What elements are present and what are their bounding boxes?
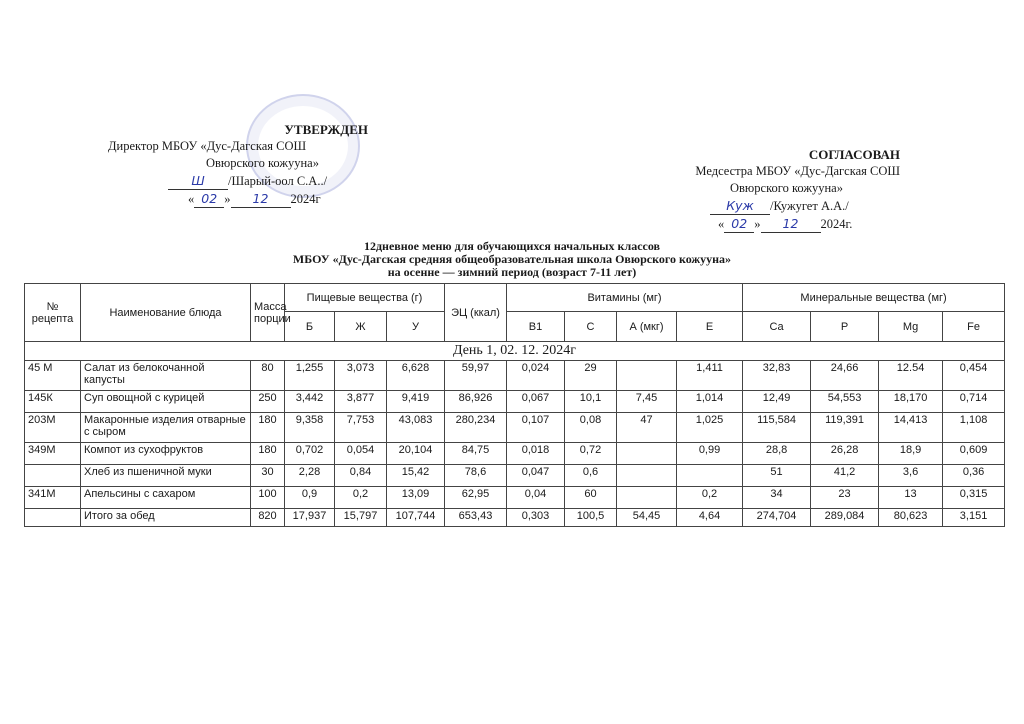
table-cell: 7,45 [617, 391, 677, 413]
dish-name-cell: Хлеб из пшеничной муки [81, 465, 251, 487]
dish-name-cell: Салат из белокочанной капусты [81, 361, 251, 391]
header-ca: Са [743, 312, 811, 342]
table-cell: 30 [251, 465, 285, 487]
table-cell: 115,584 [743, 413, 811, 443]
table-cell: 32,83 [743, 361, 811, 391]
total-row [25, 509, 1005, 527]
table-cell: 29 [565, 361, 617, 391]
table-cell: 0,454 [943, 361, 1005, 391]
table-cell: 62,95 [445, 487, 507, 509]
header-mass: Масса порции [251, 284, 285, 342]
header-minerals: Минеральные вещества (мг) [743, 284, 1005, 312]
table-cell: 1,025 [677, 413, 743, 443]
header-recipe: № рецепта [25, 284, 81, 342]
table-cell [617, 361, 677, 391]
table-cell: 15,797 [335, 509, 387, 527]
table-cell: 23 [811, 487, 879, 509]
table-row [25, 361, 1005, 391]
table-cell: 349М [25, 443, 81, 465]
table-cell: 26,28 [811, 443, 879, 465]
table-cell: 0,08 [565, 413, 617, 443]
table-cell: 18,170 [879, 391, 943, 413]
approve-date-mid: » [224, 192, 231, 206]
table-cell: 0,315 [943, 487, 1005, 509]
table-cell: 820 [251, 509, 285, 527]
table-cell: 145К [25, 391, 81, 413]
table-cell: 34 [743, 487, 811, 509]
table-cell: 24,66 [811, 361, 879, 391]
approve-date-open: « [188, 192, 195, 206]
table-cell: 54,553 [811, 391, 879, 413]
table-cell: 43,083 [387, 413, 445, 443]
table-cell [25, 509, 81, 527]
table-cell: 3,073 [335, 361, 387, 391]
agree-date-mid: » [754, 217, 761, 231]
table-cell: 84,75 [445, 443, 507, 465]
table-cell: 250 [251, 391, 285, 413]
dish-name-cell: Итого за обед [81, 509, 251, 527]
table-cell [617, 443, 677, 465]
table-cell: 0,6 [565, 465, 617, 487]
approve-signer: /Шарый-оол С.А../ [228, 174, 328, 188]
table-cell: 0,054 [335, 443, 387, 465]
table-cell: 0,99 [677, 443, 743, 465]
approve-signature: Ш [168, 172, 228, 190]
table-cell: 100,5 [565, 509, 617, 527]
agree-signer: /Кужугет А.А./ [770, 199, 849, 213]
dish-name-cell: Компот из сухофруктов [81, 443, 251, 465]
header-b: Б [285, 312, 335, 342]
table-row [25, 443, 1005, 465]
table-cell: 180 [251, 413, 285, 443]
table-cell: 0,72 [565, 443, 617, 465]
agree-title: СОГЛАСОВАН [808, 147, 900, 162]
approve-date-year: 2024г [290, 192, 321, 206]
table-cell [677, 465, 743, 487]
table-row [25, 487, 1005, 509]
table-cell: 0,702 [285, 443, 335, 465]
header-vitamins: Витамины (мг) [507, 284, 743, 312]
agree-date [630, 215, 900, 233]
table-cell: 12,49 [743, 391, 811, 413]
table-cell: 107,744 [387, 509, 445, 527]
table-cell: 119,391 [811, 413, 879, 443]
table-cell: 180 [251, 443, 285, 465]
table-cell: 80 [251, 361, 285, 391]
header-energy: ЭЦ (ккал) [445, 284, 507, 342]
title-line1: 12дневное меню для обучающихся начальных классов [363, 239, 661, 253]
agree-date-year: 2024г. [820, 217, 853, 231]
table-cell: 18,9 [879, 443, 943, 465]
table-cell: 0,303 [507, 509, 565, 527]
table-cell: 341М [25, 487, 81, 509]
table-cell: 280,234 [445, 413, 507, 443]
approve-title: УТВЕРЖДЕН [284, 122, 368, 137]
table-cell: 12.54 [879, 361, 943, 391]
dish-name-cell: Апельсины с сахаром [81, 487, 251, 509]
table-cell: 3,6 [879, 465, 943, 487]
header-fe: Fe [943, 312, 1005, 342]
table-cell: 2,28 [285, 465, 335, 487]
table-cell: 3,151 [943, 509, 1005, 527]
header-dish: Наименование блюда [81, 284, 251, 342]
table-cell: 289,084 [811, 509, 879, 527]
agree-block [630, 146, 900, 233]
table-cell: 13,09 [387, 487, 445, 509]
table-cell: 0,36 [943, 465, 1005, 487]
menu-table [24, 283, 1005, 527]
table-cell: 10,1 [565, 391, 617, 413]
table-cell: 59,97 [445, 361, 507, 391]
table-cell: 274,704 [743, 509, 811, 527]
header-u: У [387, 312, 445, 342]
header-a: А (мкг) [617, 312, 677, 342]
table-cell: 45 М [25, 361, 81, 391]
header-p: Р [811, 312, 879, 342]
table-cell: 0,018 [507, 443, 565, 465]
table-cell: 203М [25, 413, 81, 443]
table-cell: 41,2 [811, 465, 879, 487]
table-cell: 0,2 [677, 487, 743, 509]
table-cell: 54,45 [617, 509, 677, 527]
table-cell: 1,411 [677, 361, 743, 391]
dish-name-cell: Суп овощной с курицей [81, 391, 251, 413]
table-cell: 47 [617, 413, 677, 443]
header-zh: Ж [335, 312, 387, 342]
table-cell: 9,358 [285, 413, 335, 443]
header-e: Е [677, 312, 743, 342]
table-cell: 0,2 [335, 487, 387, 509]
table-cell: 1,255 [285, 361, 335, 391]
table-cell: 9,419 [387, 391, 445, 413]
table-cell: 6,628 [387, 361, 445, 391]
table-cell: 15,42 [387, 465, 445, 487]
agree-line2: Овюрского кожууна» [730, 181, 843, 195]
table-cell: 0,609 [943, 443, 1005, 465]
table-row [25, 413, 1005, 443]
table-cell: 653,43 [445, 509, 507, 527]
approve-date [108, 190, 368, 208]
title-line3: на осенне — зимний период (возраст 7-11 лет) [387, 265, 637, 279]
title-line2: МБОУ «Дус-Дагская средняя общеобразовательная школа Овюрского кожууна» [292, 252, 732, 266]
table-cell: 80,623 [879, 509, 943, 527]
table-cell: 4,64 [677, 509, 743, 527]
table-cell: 86,926 [445, 391, 507, 413]
table-cell: 14,413 [879, 413, 943, 443]
document-title [0, 240, 1024, 279]
table-cell: 7,753 [335, 413, 387, 443]
approve-date-day: 02 [194, 190, 224, 208]
approve-line2: Овюрского кожууна» [206, 156, 319, 170]
dish-name-cell: Макаронные изделия отварные с сыром [81, 413, 251, 443]
agree-date-month: 12 [761, 215, 821, 233]
agree-line1: Медсестра МБОУ «Дус-Дагская СОШ [695, 164, 900, 178]
approve-line1: Директор МБОУ «Дус-Дагская СОШ [108, 139, 307, 153]
table-cell: 0,9 [285, 487, 335, 509]
table-row [25, 391, 1005, 413]
table-cell: 0,024 [507, 361, 565, 391]
table-cell: 3,442 [285, 391, 335, 413]
table-cell [617, 465, 677, 487]
table-cell: 60 [565, 487, 617, 509]
table-cell: 0,04 [507, 487, 565, 509]
table-row [25, 465, 1005, 487]
table-cell: 1,108 [943, 413, 1005, 443]
approve-date-month: 12 [231, 190, 291, 208]
header-b1: В1 [507, 312, 565, 342]
header-nutrients: Пищевые вещества (г) [285, 284, 445, 312]
table-cell: 0,714 [943, 391, 1005, 413]
table-cell: 3,877 [335, 391, 387, 413]
table-cell [617, 487, 677, 509]
table-cell: 1,014 [677, 391, 743, 413]
table-cell: 0,067 [507, 391, 565, 413]
table-cell [25, 465, 81, 487]
table-cell: 51 [743, 465, 811, 487]
day-label: День 1, 02. 12. 2024г [25, 342, 1005, 361]
table-cell: 0,047 [507, 465, 565, 487]
approve-block [108, 121, 368, 208]
table-cell: 17,937 [285, 509, 335, 527]
agree-date-open: « [718, 217, 725, 231]
agree-signature: Куж [710, 197, 770, 215]
table-cell: 28,8 [743, 443, 811, 465]
header-mg: Mg [879, 312, 943, 342]
table-cell: 78,6 [445, 465, 507, 487]
header-c: С [565, 312, 617, 342]
table-cell: 0,107 [507, 413, 565, 443]
table-cell: 0,84 [335, 465, 387, 487]
agree-date-day: 02 [724, 215, 754, 233]
table-cell: 20,104 [387, 443, 445, 465]
table-cell: 13 [879, 487, 943, 509]
table-cell: 100 [251, 487, 285, 509]
